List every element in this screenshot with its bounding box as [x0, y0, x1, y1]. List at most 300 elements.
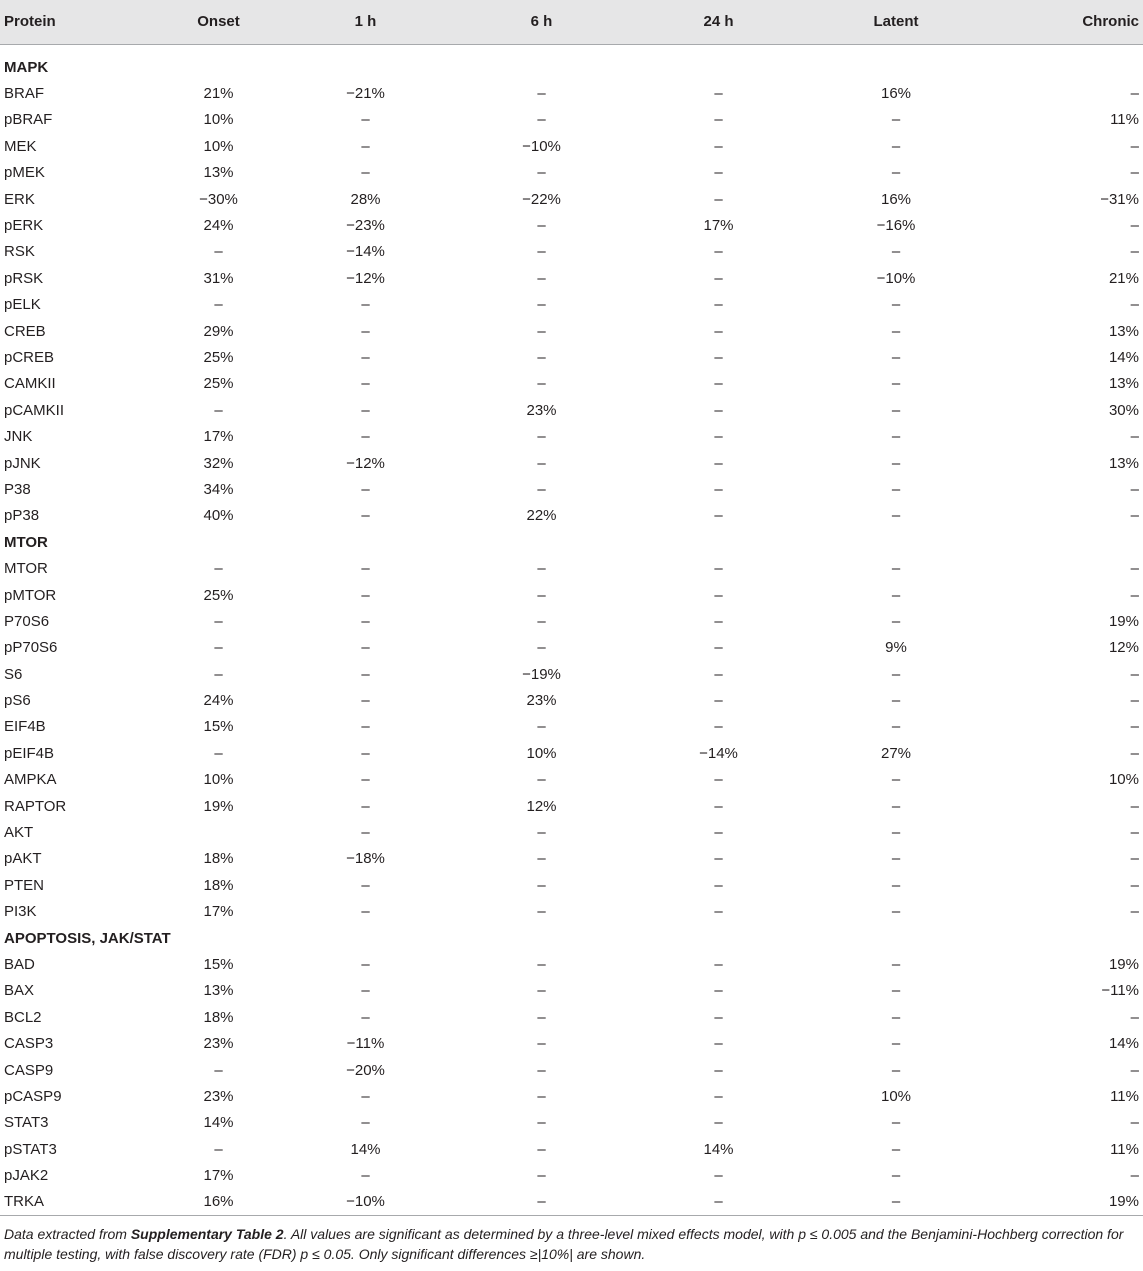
cell-chronic: −11%	[1101, 982, 1139, 1000]
cell-protein: PI3K	[4, 903, 37, 921]
cell-24h: –	[714, 1061, 723, 1079]
table-body	[0, 44, 1143, 1215]
cell-1h: –	[361, 322, 370, 340]
table-row	[0, 608, 1143, 634]
cell-onset: 14%	[203, 1114, 234, 1132]
cell-onset: 19%	[203, 797, 234, 815]
cell-chronic: –	[1130, 1167, 1139, 1185]
table-row	[0, 450, 1143, 476]
cell-chronic: –	[1130, 718, 1139, 736]
cell-latent: –	[891, 955, 901, 973]
cell-protein: JNK	[4, 428, 33, 446]
cell-6h: 23%	[526, 692, 557, 710]
cell-6h: –	[537, 586, 546, 604]
table-row	[0, 635, 1143, 661]
cell-protein: MTOR	[4, 560, 48, 578]
cell-chronic: 21%	[1108, 269, 1139, 287]
spacer-row	[0, 44, 1143, 54]
cell-chronic: 11%	[1110, 111, 1139, 129]
cell-protein: pMTOR	[4, 586, 57, 604]
cell-chronic: –	[1130, 507, 1139, 525]
table-row	[0, 555, 1143, 581]
cell-protein: pELK	[4, 296, 41, 314]
cell-onset: 13%	[203, 982, 234, 1000]
table-header	[0, 0, 1143, 44]
cell-onset: 10%	[203, 111, 234, 129]
cell-6h: –	[537, 480, 546, 498]
cell-24h: –	[714, 1167, 723, 1185]
cell-latent: –	[891, 1035, 901, 1053]
cell-chronic: 14%	[1108, 348, 1139, 366]
cell-protein: pMEK	[4, 164, 45, 182]
table-row	[0, 846, 1143, 872]
cell-onset: 23%	[203, 1035, 234, 1053]
cell-onset: 13%	[203, 164, 234, 182]
cell-onset: 25%	[203, 586, 234, 604]
cell-latent: –	[891, 876, 901, 894]
cell-24h: –	[714, 692, 723, 710]
cell-1h: −18%	[346, 850, 385, 868]
cell-1h: –	[361, 797, 370, 815]
cell-onset: –	[214, 639, 223, 657]
cell-onset	[160, 819, 277, 845]
cell-chronic: –	[1130, 1008, 1139, 1026]
cell-onset: 17%	[203, 1167, 234, 1185]
cell-24h: –	[714, 190, 723, 208]
cell-1h: –	[361, 348, 370, 366]
cell-6h: –	[537, 824, 546, 842]
column-header-protein: Protein	[0, 0, 160, 44]
cell-24h: –	[714, 797, 723, 815]
cell-6h: –	[537, 850, 546, 868]
cell-24h: 14%	[703, 1140, 734, 1158]
cell-24h: –	[714, 269, 723, 287]
cell-24h: –	[714, 955, 723, 973]
table-row	[0, 265, 1143, 291]
cell-onset: 40%	[203, 507, 234, 525]
cell-latent: –	[891, 243, 901, 261]
cell-6h: –	[537, 1167, 546, 1185]
cell-24h: –	[714, 375, 723, 393]
section-title: MTOR	[4, 533, 48, 551]
table-row	[0, 503, 1143, 529]
cell-latent: −16%	[876, 217, 916, 235]
cell-1h: –	[361, 428, 370, 446]
cell-protein: RAPTOR	[4, 797, 67, 815]
cell-24h: –	[714, 612, 723, 630]
cell-6h: −19%	[522, 665, 561, 683]
cell-latent: –	[891, 1167, 901, 1185]
cell-6h: –	[537, 348, 546, 366]
cell-1h: –	[361, 692, 370, 710]
cell-onset: 21%	[203, 85, 234, 103]
cell-protein: pCREB	[4, 348, 55, 366]
cell-1h: –	[361, 586, 370, 604]
cell-1h: –	[361, 824, 370, 842]
cell-onset: 31%	[203, 269, 234, 287]
cell-24h: –	[714, 137, 723, 155]
cell-6h: –	[537, 1061, 546, 1079]
cell-protein: pEIF4B	[4, 744, 55, 762]
table-row	[0, 318, 1143, 344]
cell-latent: –	[891, 296, 901, 314]
footnote-reference: Supplementary Table 2	[130, 1226, 284, 1243]
cell-onset: –	[214, 560, 223, 578]
table-row	[0, 767, 1143, 793]
cell-latent: 9%	[885, 639, 907, 657]
cell-24h: –	[714, 771, 723, 789]
cell-chronic: –	[1130, 744, 1139, 762]
cell-latent: −10%	[876, 269, 916, 287]
table-row	[0, 1083, 1143, 1109]
cell-24h: –	[714, 507, 723, 525]
cell-1h: –	[361, 744, 370, 762]
cell-chronic: –	[1130, 665, 1139, 683]
cell-latent: –	[891, 137, 901, 155]
cell-onset: 24%	[203, 692, 234, 710]
cell-1h: –	[361, 639, 370, 657]
cell-protein: P38	[4, 480, 31, 498]
cell-onset: –	[214, 401, 223, 419]
cell-latent: –	[891, 612, 901, 630]
cell-onset: 23%	[203, 1087, 234, 1105]
cell-chronic: 14%	[1108, 1035, 1139, 1053]
cell-chronic: –	[1130, 692, 1139, 710]
cell-latent: –	[891, 454, 901, 472]
cell-protein: CAMKII	[4, 375, 56, 393]
cell-1h: –	[361, 955, 370, 973]
cell-1h: –	[361, 507, 370, 525]
table-row	[0, 582, 1143, 608]
cell-protein: TRKA	[4, 1193, 45, 1211]
cell-6h: –	[537, 612, 546, 630]
cell-6h: –	[537, 560, 546, 578]
cell-protein: pP38	[4, 507, 40, 525]
cell-onset: –	[214, 665, 223, 683]
cell-onset: –	[214, 1061, 223, 1079]
table-row	[0, 476, 1143, 502]
cell-chronic: –	[1130, 217, 1139, 235]
cell-1h: −20%	[346, 1061, 385, 1079]
cell-6h: –	[537, 982, 546, 1000]
cell-24h: –	[714, 639, 723, 657]
table-row	[0, 1004, 1143, 1030]
column-header-latent: Latent	[808, 0, 984, 44]
cell-1h: –	[361, 480, 370, 498]
cell-latent: –	[891, 1061, 901, 1079]
section-title: APOPTOSIS, JAK/STAT	[4, 929, 171, 947]
cell-chronic: 12%	[1108, 639, 1139, 657]
table-row	[0, 239, 1143, 265]
table-row	[0, 423, 1143, 449]
cell-24h: –	[714, 1114, 723, 1132]
table-row	[0, 1110, 1143, 1136]
cell-chronic: –	[1130, 1061, 1139, 1079]
cell-6h: –	[537, 1087, 546, 1105]
cell-24h: –	[714, 243, 723, 261]
cell-onset: –	[214, 612, 223, 630]
cell-6h: 10%	[526, 744, 557, 762]
table-footnote	[0, 1216, 1143, 1264]
cell-onset: 25%	[203, 375, 234, 393]
cell-onset: –	[214, 744, 223, 762]
cell-latent: –	[891, 111, 901, 129]
section-row	[0, 54, 1143, 80]
cell-6h: –	[537, 1114, 546, 1132]
cell-protein: pJNK	[4, 454, 41, 472]
cell-protein: AKT	[4, 824, 34, 842]
cell-onset: 25%	[203, 348, 234, 366]
cell-chronic: –	[1130, 903, 1139, 921]
cell-6h: −22%	[522, 190, 561, 208]
cell-chronic: 11%	[1110, 1087, 1139, 1105]
cell-1h: 28%	[350, 190, 381, 208]
cell-1h: –	[361, 876, 370, 894]
cell-1h: –	[361, 903, 370, 921]
cell-protein: CASP3	[4, 1035, 54, 1053]
cell-onset: 29%	[203, 322, 234, 340]
table-row	[0, 872, 1143, 898]
cell-24h: –	[714, 164, 723, 182]
cell-latent: –	[891, 1008, 901, 1026]
column-header-1h: 1 h	[277, 0, 454, 44]
cell-onset: 10%	[203, 771, 234, 789]
section-row	[0, 529, 1143, 555]
cell-1h: –	[361, 1008, 370, 1026]
cell-latent: –	[891, 375, 901, 393]
cell-6h: –	[537, 217, 546, 235]
cell-chronic: –	[1130, 824, 1139, 842]
cell-onset: 18%	[203, 1008, 234, 1026]
cell-latent: –	[891, 797, 901, 815]
cell-chronic: 19%	[1108, 955, 1139, 973]
cell-chronic: 30%	[1108, 401, 1139, 419]
cell-24h: –	[714, 401, 723, 419]
cell-latent: –	[891, 665, 901, 683]
cell-24h: –	[714, 111, 723, 129]
cell-onset: –	[214, 1140, 223, 1158]
cell-chronic: –	[1130, 296, 1139, 314]
cell-latent: –	[891, 903, 901, 921]
cell-6h: –	[537, 639, 546, 657]
cell-1h: –	[361, 137, 370, 155]
cell-chronic: –	[1130, 560, 1139, 578]
cell-chronic: –	[1130, 243, 1139, 261]
footnote-prefix: Data extracted from	[4, 1226, 131, 1243]
table-row	[0, 978, 1143, 1004]
cell-1h: –	[361, 1167, 370, 1185]
cell-protein: pAKT	[4, 850, 42, 868]
cell-1h: −10%	[346, 1193, 385, 1211]
cell-latent: –	[891, 850, 901, 868]
cell-chronic: −31%	[1100, 190, 1139, 208]
cell-chronic: –	[1130, 428, 1139, 446]
cell-latent: –	[891, 507, 901, 525]
cell-protein: pCAMKII	[4, 401, 65, 419]
cell-chronic: –	[1130, 137, 1139, 155]
cell-6h: –	[537, 1008, 546, 1026]
cell-24h: –	[714, 296, 723, 314]
table-row	[0, 107, 1143, 133]
cell-1h: –	[361, 612, 370, 630]
cell-6h: –	[537, 718, 546, 736]
cell-protein: EIF4B	[4, 718, 46, 736]
table-row	[0, 1030, 1143, 1056]
cell-protein: ERK	[4, 190, 35, 208]
cell-protein: CASP9	[4, 1061, 54, 1079]
cell-6h: –	[537, 771, 546, 789]
cell-24h: –	[714, 982, 723, 1000]
header-row	[0, 0, 1143, 44]
cell-6h: –	[537, 428, 546, 446]
cell-24h: –	[714, 718, 723, 736]
cell-1h: –	[361, 982, 370, 1000]
cell-protein: pCASP9	[4, 1087, 62, 1105]
cell-latent: –	[891, 982, 901, 1000]
cell-6h: –	[537, 1140, 546, 1158]
cell-6h: –	[537, 85, 546, 103]
cell-protein: BCL2	[4, 1008, 42, 1026]
cell-1h: –	[361, 401, 370, 419]
column-header-onset: Onset	[160, 0, 277, 44]
cell-1h: –	[361, 164, 370, 182]
cell-6h: –	[537, 903, 546, 921]
cell-1h: –	[361, 375, 370, 393]
cell-6h: 12%	[526, 797, 557, 815]
table-row	[0, 1136, 1143, 1162]
cell-onset: –	[214, 296, 223, 314]
table-row	[0, 80, 1143, 106]
cell-1h: –	[361, 296, 370, 314]
cell-latent: –	[891, 771, 901, 789]
cell-onset: 10%	[203, 137, 234, 155]
cell-24h: –	[714, 1193, 723, 1211]
cell-latent: –	[891, 718, 901, 736]
cell-1h: –	[361, 1087, 370, 1105]
cell-protein: P70S6	[4, 612, 50, 630]
cell-onset: –	[214, 243, 223, 261]
cell-1h: –	[361, 665, 370, 683]
cell-24h: –	[714, 348, 723, 366]
cell-1h: −11%	[346, 1035, 385, 1053]
cell-onset: 18%	[203, 850, 234, 868]
cell-chronic: 19%	[1108, 612, 1139, 630]
table-row	[0, 186, 1143, 212]
table-row	[0, 899, 1143, 925]
cell-protein: AMPKA	[4, 771, 57, 789]
cell-onset: 34%	[203, 480, 234, 498]
cell-protein: pS6	[4, 692, 31, 710]
cell-chronic: –	[1130, 480, 1139, 498]
cell-latent: –	[891, 480, 901, 498]
cell-protein: pERK	[4, 217, 44, 235]
cell-chronic: –	[1130, 876, 1139, 894]
footnote-text: . All values are significant as determined by a three-level mixed effects model, with p ≤ 0.005 and the Benjamini-Hochberg correction for multiple testing, with false discovery rate (FDR) p ≤ 0.05. Only significant differences ≥|10%| are shown.	[4, 1226, 1124, 1263]
cell-24h: –	[714, 586, 723, 604]
cell-6h: –	[537, 1193, 546, 1211]
cell-1h: −23%	[346, 217, 385, 235]
cell-protein: pJAK2	[4, 1167, 49, 1185]
cell-latent: –	[891, 401, 901, 419]
cell-1h: –	[361, 560, 370, 578]
cell-latent: –	[891, 348, 901, 366]
cell-24h: –	[714, 454, 723, 472]
table-row	[0, 397, 1143, 423]
cell-1h: –	[361, 111, 370, 129]
table-row	[0, 133, 1143, 159]
cell-latent: –	[891, 428, 901, 446]
cell-1h: −12%	[346, 454, 385, 472]
cell-chronic: –	[1130, 85, 1139, 103]
cell-latent: 16%	[880, 190, 912, 208]
cell-24h: –	[714, 824, 723, 842]
cell-1h: –	[361, 718, 370, 736]
table-row	[0, 371, 1143, 397]
table-row	[0, 951, 1143, 977]
table-row	[0, 687, 1143, 713]
cell-latent: –	[891, 164, 901, 182]
cell-24h: –	[714, 560, 723, 578]
cell-1h: −12%	[346, 269, 385, 287]
table-row	[0, 160, 1143, 186]
column-header-chronic: Chronic	[984, 0, 1143, 44]
cell-1h: −14%	[346, 243, 385, 261]
cell-chronic: 19%	[1108, 1193, 1139, 1211]
cell-6h: –	[537, 269, 546, 287]
cell-6h: 23%	[526, 401, 557, 419]
cell-6h: –	[537, 164, 546, 182]
cell-onset: 17%	[203, 903, 234, 921]
section-title: MAPK	[4, 58, 49, 76]
table-row	[0, 661, 1143, 687]
cell-24h: –	[714, 1087, 723, 1105]
cell-protein: CREB	[4, 322, 46, 340]
cell-24h: –	[714, 1035, 723, 1053]
cell-24h: –	[714, 903, 723, 921]
cell-latent: –	[891, 692, 901, 710]
cell-6h: –	[537, 322, 546, 340]
cell-1h: –	[361, 1114, 370, 1132]
cell-onset: 18%	[203, 876, 234, 894]
column-header-6h: 6 h	[454, 0, 629, 44]
cell-latent: 27%	[880, 744, 912, 762]
cell-6h: –	[537, 375, 546, 393]
cell-24h: –	[714, 876, 723, 894]
cell-latent: –	[891, 322, 901, 340]
cell-latent: –	[891, 560, 901, 578]
cell-chronic: 13%	[1108, 454, 1139, 472]
cell-24h: 17%	[703, 217, 734, 235]
cell-protein: BRAF	[4, 85, 45, 103]
column-header-24h: 24 h	[629, 0, 808, 44]
table-row	[0, 1057, 1143, 1083]
table-row	[0, 714, 1143, 740]
cell-chronic: 11%	[1110, 1140, 1139, 1158]
table-row	[0, 740, 1143, 766]
cell-protein: BAX	[4, 982, 35, 1000]
cell-onset: 24%	[203, 217, 234, 235]
cell-1h: –	[361, 771, 370, 789]
table-row	[0, 292, 1143, 318]
cell-latent: 16%	[880, 85, 912, 103]
cell-6h: –	[537, 1035, 546, 1053]
cell-chronic: –	[1130, 164, 1139, 182]
cell-onset: 15%	[203, 955, 234, 973]
cell-24h: –	[714, 1008, 723, 1026]
cell-24h: –	[714, 665, 723, 683]
cell-protein: pRSK	[4, 269, 44, 287]
cell-24h: –	[714, 850, 723, 868]
